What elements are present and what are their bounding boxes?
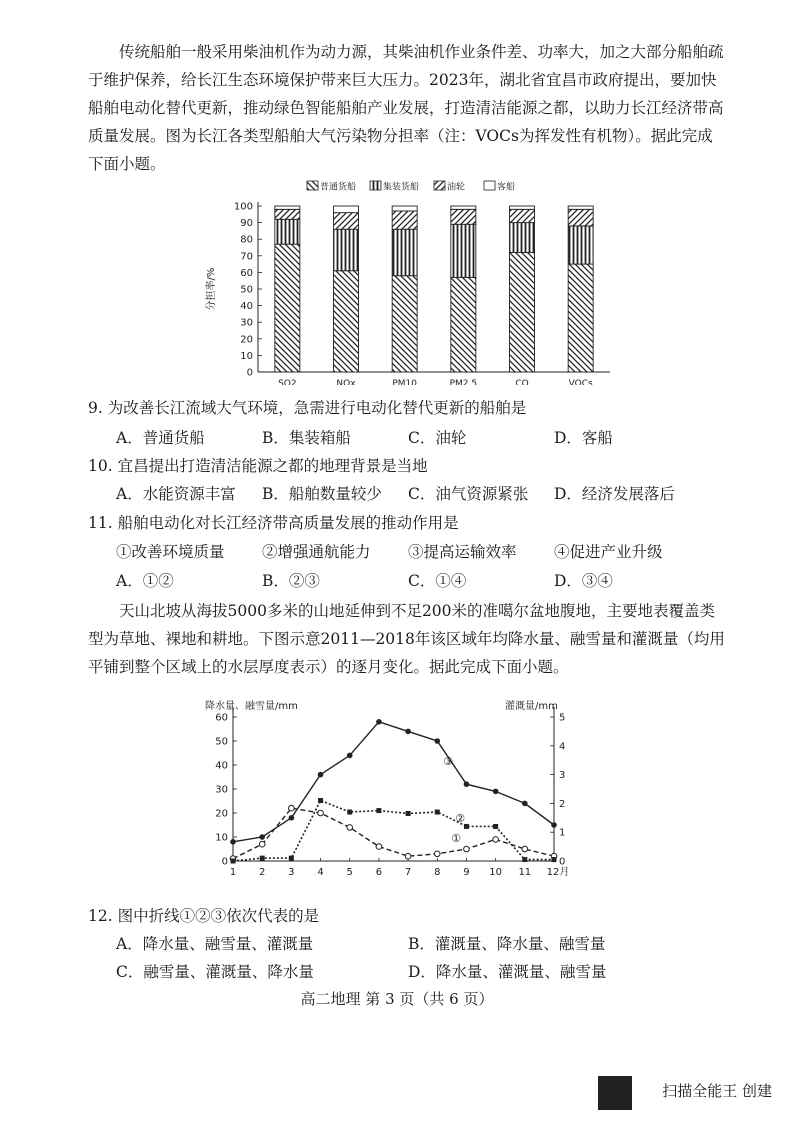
- y-tick-label: 100: [233, 201, 253, 213]
- data-point: [376, 808, 381, 813]
- left-y-tick-label: 60: [215, 712, 228, 724]
- x-tick-label: 10: [489, 867, 503, 878]
- stacked-bar-chart: [0, 175, 794, 385]
- question-11: [88, 511, 459, 535]
- legend-label: 集装货船: [383, 182, 420, 193]
- bar-segment: [392, 276, 417, 372]
- y-tick-label: 30: [240, 317, 253, 329]
- bar-segment: [510, 252, 535, 372]
- data-point: [434, 851, 440, 857]
- y-tick-label: 60: [240, 267, 253, 279]
- right-y-tick-label: 4: [559, 741, 566, 753]
- page-footer: 高二地理 第 3 页（共 6 页）: [300, 990, 494, 1008]
- bar-segment: [334, 206, 359, 213]
- q11-option-a[interactable]: A．①②: [116, 572, 174, 590]
- q10-option-a[interactable]: A．水能资源丰富: [116, 485, 236, 503]
- data-point: [347, 825, 353, 831]
- data-point: [464, 846, 470, 852]
- q10-option-b[interactable]: B．船舶数量较少: [262, 485, 382, 503]
- y-tick-label: 80: [240, 234, 253, 246]
- bar-segment: [451, 277, 476, 372]
- data-point: [435, 810, 440, 815]
- left-y-tick-label: 30: [215, 784, 228, 796]
- data-point: [260, 856, 265, 861]
- bar-segment: [392, 206, 417, 211]
- data-point: [289, 815, 295, 821]
- q10-option-d[interactable]: D．经济发展落后: [554, 485, 675, 503]
- legend-swatch: [484, 181, 495, 190]
- bar-segment: [392, 211, 417, 229]
- right-y-tick-label: 5: [559, 712, 566, 724]
- right-y-axis-label: 灌溉量/mm: [505, 701, 558, 712]
- series-line: [233, 801, 554, 862]
- y-tick-label: 50: [240, 284, 253, 296]
- series-line: [233, 808, 554, 858]
- x-tick-label: CO: [515, 379, 529, 385]
- bar-segment: [510, 209, 535, 222]
- question-11-stem: 11. 船舶电动化对长江经济带高质量发展的推动作用是: [88, 514, 459, 532]
- q9-option-d[interactable]: D．客船: [554, 429, 613, 447]
- bar-segment: [275, 209, 300, 219]
- legend-swatch: [434, 181, 445, 190]
- series-label: ②: [455, 811, 466, 825]
- data-point: [318, 798, 323, 803]
- q11-item-3: ③提高运输效率: [408, 543, 517, 561]
- right-y-tick-label: 1: [559, 827, 566, 839]
- series-label: ①: [451, 831, 462, 845]
- data-point: [405, 729, 411, 735]
- q11-option-c[interactable]: C．①④: [408, 572, 467, 590]
- data-point: [289, 856, 294, 861]
- data-point: [376, 719, 382, 725]
- left-y-tick-label: 40: [215, 760, 228, 772]
- data-point: [318, 772, 324, 778]
- x-tick-label: SO2: [278, 379, 297, 385]
- series-label: ③: [443, 755, 454, 768]
- y-tick-label: 0: [246, 367, 253, 379]
- x-tick-label: 12月: [546, 867, 570, 878]
- bar-segment: [568, 264, 593, 372]
- x-tick-label: 2: [258, 867, 266, 878]
- bar-segment: [568, 206, 593, 209]
- question-9: [88, 396, 526, 420]
- data-point: [376, 844, 382, 850]
- x-tick-label: NOx: [336, 379, 356, 385]
- monthly-line-chart: [0, 695, 794, 895]
- question-12: [88, 904, 319, 928]
- bar-segment: [334, 213, 359, 230]
- bar-segment: [510, 223, 535, 253]
- data-point: [552, 857, 557, 862]
- qr-code-icon: [598, 1076, 632, 1110]
- bar-segment: [275, 206, 300, 209]
- x-tick-label: 8: [434, 867, 441, 878]
- x-tick-label: 3: [288, 867, 295, 878]
- y-tick-label: 20: [240, 334, 253, 346]
- left-y-tick-label: 50: [215, 736, 228, 748]
- bar-segment: [568, 226, 593, 264]
- data-point: [406, 811, 411, 816]
- bar-segment: [451, 209, 476, 224]
- x-tick-label: 4: [317, 867, 324, 878]
- q12-option-b[interactable]: B．灌溉量、降水量、融雪量: [408, 935, 606, 953]
- right-y-tick-label: 0: [559, 856, 566, 868]
- q11-item-4: ④促进产业升级: [554, 543, 663, 561]
- bar-segment: [334, 271, 359, 372]
- left-y-tick-label: 0: [221, 856, 228, 868]
- bar-segment: [451, 224, 476, 277]
- question-10: [88, 454, 428, 478]
- data-point: [522, 846, 528, 852]
- data-point: [347, 753, 353, 759]
- data-point: [318, 810, 324, 816]
- bar-segment: [275, 219, 300, 244]
- bar-segment: [451, 206, 476, 209]
- data-point: [289, 805, 295, 811]
- q9-option-c[interactable]: C．油轮: [408, 429, 467, 447]
- data-point: [464, 781, 470, 787]
- data-point: [493, 824, 498, 829]
- x-tick-label: 9: [463, 867, 470, 878]
- q11-item-1: ①改善环境质量: [116, 543, 225, 561]
- data-point: [522, 801, 528, 807]
- x-tick-label: PM2.5: [449, 379, 478, 385]
- series-line: [233, 722, 554, 842]
- data-point: [231, 859, 236, 864]
- x-tick-label: 6: [375, 867, 383, 878]
- question-9-stem: 9. 为改善长江流域大气环境，急需进行电动化替代更新的船舶是: [88, 399, 527, 417]
- legend-label: 油轮: [447, 182, 466, 193]
- scanner-watermark: 扫描全能王 创建: [662, 1082, 772, 1100]
- right-y-tick-label: 2: [559, 798, 566, 810]
- y-tick-label: 10: [240, 350, 253, 362]
- q12-option-d[interactable]: D．降水量、灌溉量、融雪量: [408, 963, 607, 981]
- legend-label: 客船: [497, 182, 516, 193]
- bar-segment: [275, 244, 300, 372]
- intro-paragraph-2: 天山北坡从海拔5000多米的山地延伸到不足200米的准噶尔盆地腹地，主要地表覆盖类型为草地、裸地和耕地。下图示意2011—2018年该区域年均降水量、融雪量和灌溉量（均用平铺到整个区域上的水层厚度表示）的逐月变化。据此完成下面小题。: [88, 602, 725, 676]
- legend-swatch: [370, 181, 381, 190]
- data-point: [493, 837, 499, 843]
- y-axis-label: 分担率/%: [206, 267, 217, 311]
- data-point: [434, 738, 440, 744]
- data-point: [551, 822, 557, 828]
- q9-option-a[interactable]: A．普通货船: [116, 429, 205, 447]
- q12-option-c[interactable]: C．融雪量、灌溉量、降水量: [116, 963, 314, 981]
- data-point: [259, 834, 265, 840]
- data-point: [230, 839, 236, 845]
- right-y-tick-label: 3: [559, 770, 566, 782]
- data-point: [522, 857, 527, 862]
- x-tick-label: 5: [346, 867, 353, 878]
- q11-option-d[interactable]: D．③④: [554, 572, 613, 590]
- data-point: [405, 853, 411, 859]
- data-point: [493, 789, 499, 795]
- q12-option-a[interactable]: A．降水量、融雪量、灌溉量: [116, 935, 314, 953]
- question-12-stem: 12. 图中折线①②③依次代表的是: [88, 907, 320, 925]
- intro-paragraph-1: 传统船舶一般采用柴油机作为动力源，其柴油机作业条件差、功率大，加之大部分船舶疏于维护保养，给长江生态环境保护带来巨大压力。2023年，湖北省宜昌市政府提出，要加快船舶电动化替代更新，推动绿色智能船舶产业发展，打造清洁能源之都，以助力长江经济带高质量发展。图为长江各类型船舶大气污染物分担率（注：VOCs为挥发性有机物）。据此完成下面小题。: [88, 43, 724, 173]
- data-point: [259, 841, 265, 847]
- data-point: [347, 810, 352, 815]
- legend-label: 普通货船: [320, 182, 357, 193]
- y-tick-label: 70: [240, 251, 253, 263]
- x-tick-label: PM10: [392, 379, 417, 385]
- question-10-stem: 10. 宜昌提出打造清洁能源之都的地理背景是当地: [88, 457, 428, 475]
- bar-segment: [334, 229, 359, 270]
- bar-segment: [568, 209, 593, 226]
- left-y-tick-label: 20: [215, 808, 228, 820]
- bar-segment: [392, 229, 417, 275]
- q11-option-b[interactable]: B．②③: [262, 572, 320, 590]
- legend-swatch: [307, 181, 318, 190]
- y-tick-label: 90: [240, 218, 253, 230]
- left-y-axis-label: 降水量、融雪量/mm: [205, 701, 298, 712]
- x-tick-label: 11: [518, 867, 532, 878]
- x-tick-label: 1: [229, 867, 237, 878]
- x-tick-label: 7: [404, 867, 412, 878]
- x-tick-label: VOCs: [568, 379, 593, 385]
- bar-segment: [510, 206, 535, 209]
- q9-option-b[interactable]: B．集装箱船: [262, 429, 351, 447]
- q11-item-2: ②增强通航能力: [262, 543, 371, 561]
- left-y-tick-label: 10: [215, 832, 228, 844]
- y-tick-label: 40: [240, 301, 253, 313]
- q10-option-c[interactable]: C．油气资源紧张: [408, 485, 529, 503]
